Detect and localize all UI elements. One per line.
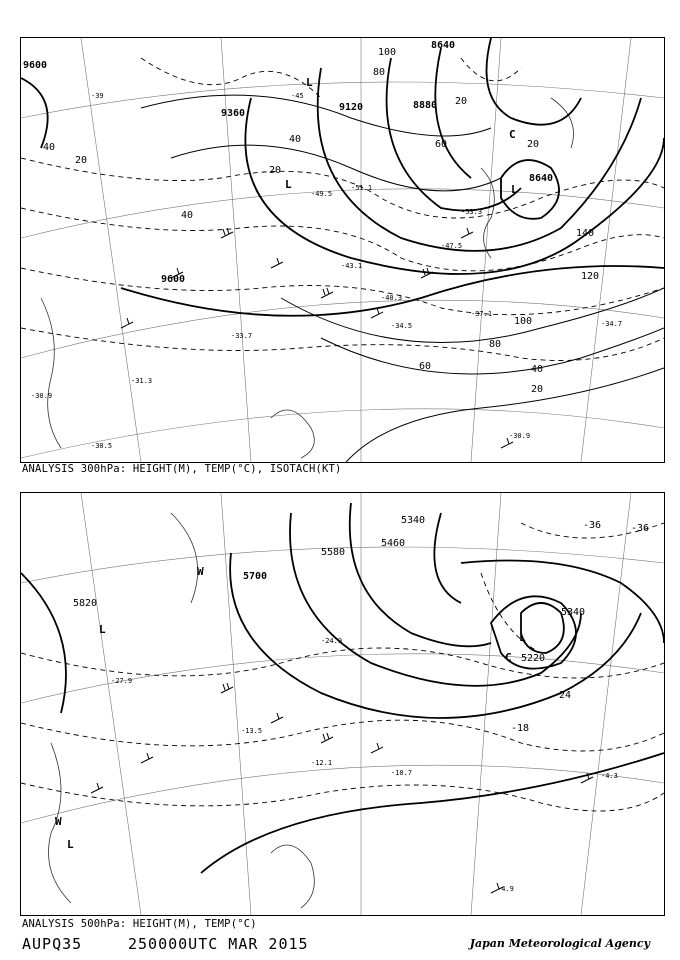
map-500hpa-canvas [21, 493, 664, 915]
map-300hpa-canvas [21, 38, 664, 462]
isotach-label: 20 [269, 165, 282, 176]
height-label: 5460 [381, 538, 406, 549]
low-center: L [519, 631, 526, 644]
height-contours [21, 38, 664, 316]
map-300hpa [20, 37, 665, 463]
temp-label: -37.1 [471, 310, 493, 318]
low-center: L [285, 178, 292, 191]
temp-label: -31.3 [131, 377, 153, 385]
height-label: 5580 [321, 547, 346, 558]
height-label: 5340 [401, 515, 426, 526]
cold-center: C [509, 128, 516, 141]
isotach-label: 20 [531, 384, 544, 395]
temp-label: -30.9 [31, 392, 53, 400]
height-label: 5700 [243, 571, 268, 582]
temp-labels [111, 637, 618, 893]
temp-label: -33.7 [231, 332, 253, 340]
low-center: L [67, 838, 74, 851]
low-center: L [306, 76, 313, 89]
temp-label: -12.1 [311, 759, 333, 767]
isotach-label: 40 [531, 364, 544, 375]
isotach-label: 20 [455, 96, 468, 107]
height-label: 9120 [339, 102, 364, 113]
height-label: 9600 [23, 60, 48, 71]
isotach-label: 100 [378, 47, 397, 58]
isotach-label: 40 [181, 210, 194, 221]
temp-label: -34.5 [391, 322, 413, 330]
height-label: 8640 [529, 173, 554, 184]
temp-label: -34.7 [601, 320, 623, 328]
temp-label: -4.3 [601, 772, 618, 780]
temp-label: -13.5 [241, 727, 263, 735]
height-label: 9360 [221, 108, 246, 119]
isotach-label: 80 [489, 339, 502, 350]
map-500hpa [20, 492, 665, 916]
temp-label: -27.9 [111, 677, 133, 685]
temp-label: -47.5 [441, 242, 463, 250]
isotach-label: 100 [514, 316, 533, 327]
agency-name: Japan Meteorological Agency [469, 937, 650, 950]
temp-label: -10.7 [391, 769, 413, 777]
temp-label: -40.3 [381, 294, 403, 302]
isotherm-label: -36 [583, 520, 602, 531]
isotherm-label: -18 [511, 723, 530, 734]
height-labels [23, 40, 553, 285]
temp-label: -39 [91, 92, 104, 100]
isotach-label: 20 [75, 155, 88, 166]
temp-label: -51.1 [351, 184, 373, 192]
temp-label: -53.3 [461, 208, 483, 216]
isotherm-labels [511, 520, 649, 734]
cold-center: C [505, 651, 512, 664]
isotach-label: 20 [527, 139, 540, 150]
isotherm-label: -36 [631, 523, 650, 534]
height-contours [21, 503, 664, 873]
caption-300hpa: ANALYSIS 300hPa: HEIGHT(M), TEMP(°C), ISOTACH(KT) [22, 463, 342, 475]
warm-center: W [55, 815, 62, 828]
temp-label: -24.9 [321, 637, 343, 645]
isotach-label: 140 [576, 228, 595, 239]
isotach-label: 40 [43, 142, 56, 153]
isotach-label: 80 [373, 67, 386, 78]
isotach-label: 120 [581, 271, 600, 282]
temp-label: -30.5 [91, 442, 113, 450]
isotach-label: 60 [435, 139, 448, 150]
warm-center: W [197, 565, 204, 578]
wind-barbs [121, 228, 513, 448]
temp-label: -43.1 [341, 262, 363, 270]
height-label: 9600 [161, 274, 186, 285]
isotach-label: 40 [289, 134, 302, 145]
isotach-label: 60 [419, 361, 432, 372]
height-label: 5220 [521, 653, 546, 664]
isotach-labels [43, 47, 599, 395]
height-label: 8640 [431, 40, 456, 51]
chart-code: AUPQ35 [22, 935, 83, 953]
height-label: 5820 [73, 598, 98, 609]
wind-barbs [91, 683, 593, 893]
temp-label: -45 [291, 92, 304, 100]
height-label: 5340 [561, 607, 586, 618]
temp-label: -49.5 [311, 190, 333, 198]
low-center: L [99, 623, 106, 636]
low-center: L [511, 183, 518, 196]
height-label: 8880 [413, 100, 438, 111]
caption-500hpa: ANALYSIS 500hPa: HEIGHT(M), TEMP(°C) [22, 918, 257, 930]
valid-time: 250000UTC MAR 2015 [128, 935, 309, 953]
temp-label: -4.9 [497, 885, 514, 893]
coastline [49, 513, 315, 908]
temp-label: -30.9 [509, 432, 531, 440]
isotherm-label: -24 [553, 690, 572, 701]
